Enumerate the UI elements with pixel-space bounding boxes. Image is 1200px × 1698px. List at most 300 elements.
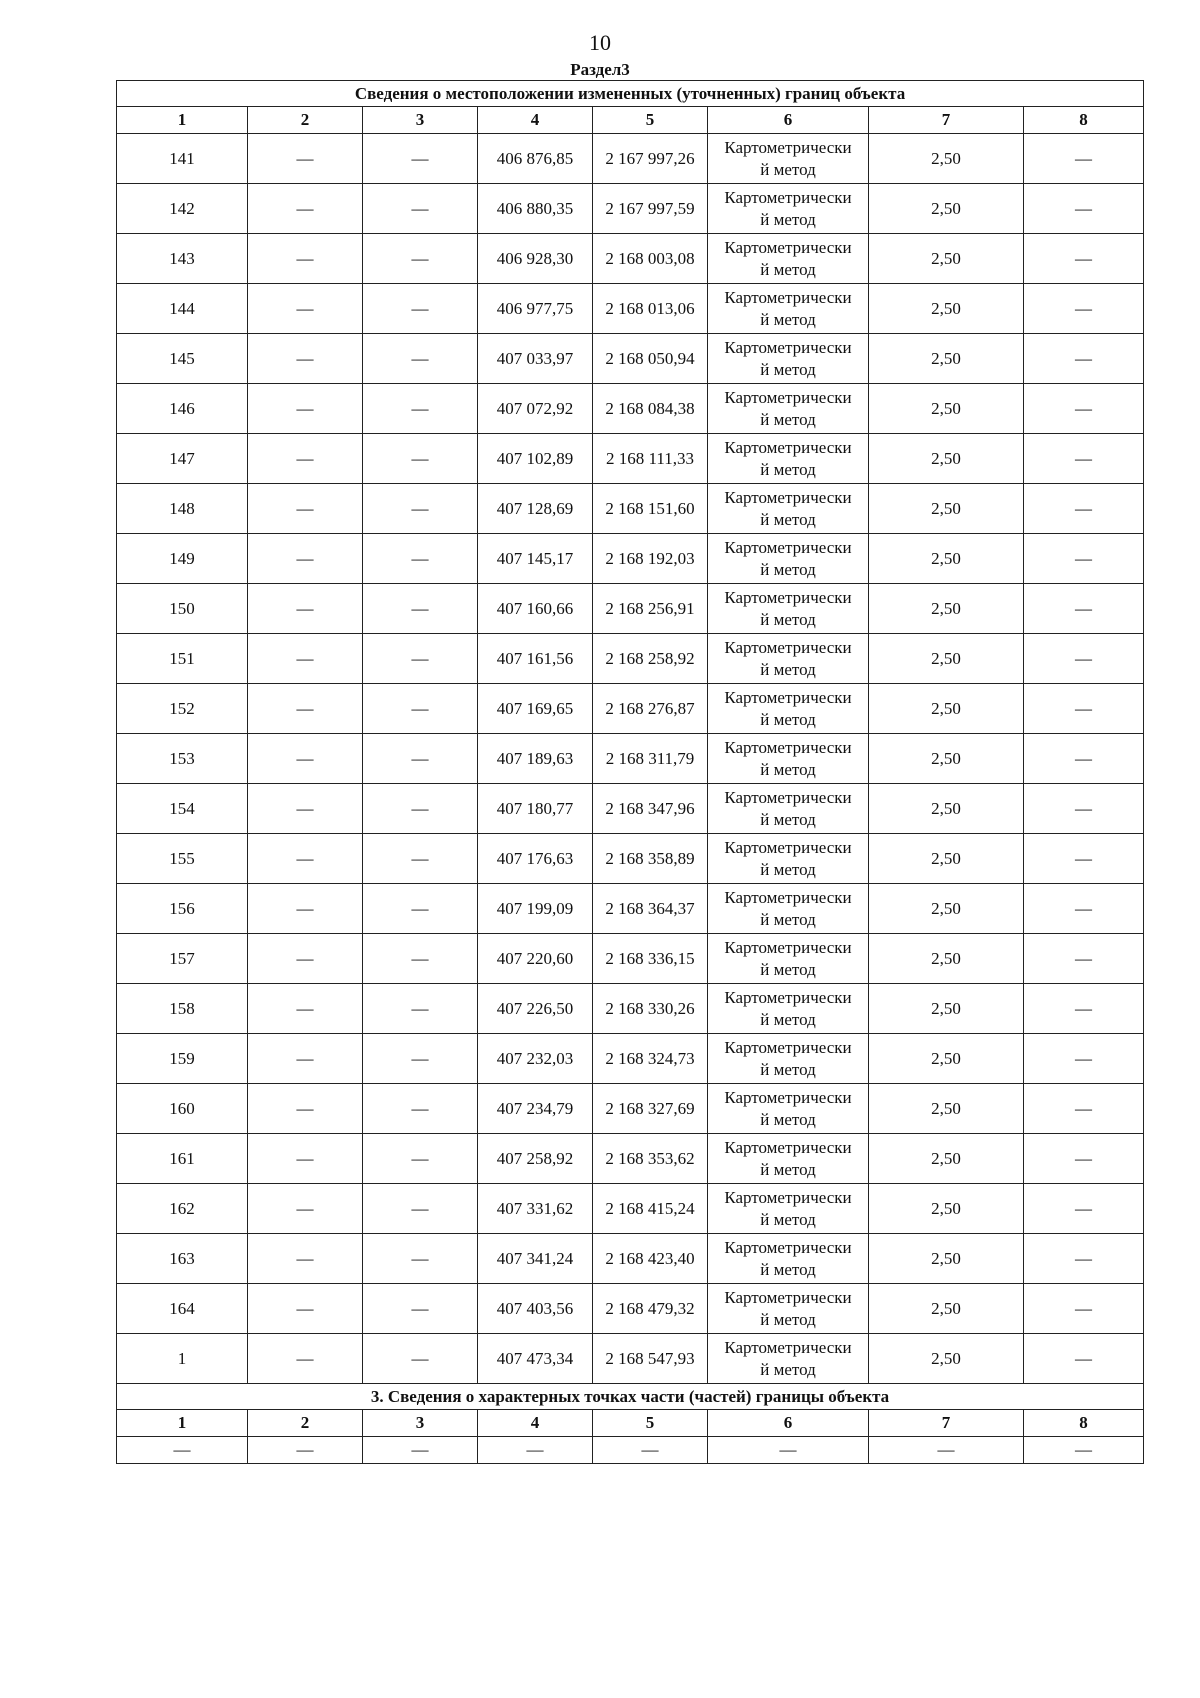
coordinate-y: 2 168 547,93 xyxy=(593,1334,708,1384)
method-line: й метод xyxy=(760,959,816,979)
table-row xyxy=(117,984,1144,1034)
method-line: й метод xyxy=(760,759,816,779)
column-header: 6 xyxy=(708,1410,869,1437)
method-line: й метод xyxy=(760,1209,816,1229)
coordinate-x: 407 199,09 xyxy=(478,884,593,934)
column-header: 4 xyxy=(478,1410,593,1437)
table-cell: — xyxy=(478,1437,593,1464)
table-cell: — xyxy=(1024,1437,1144,1464)
table-row xyxy=(117,934,1144,984)
cell-col2: — xyxy=(248,734,363,784)
table-row xyxy=(117,334,1144,384)
table-row xyxy=(117,734,1144,784)
cell-col2: — xyxy=(248,634,363,684)
coordinate-y: 2 168 111,33 xyxy=(593,434,708,484)
cell-col3: — xyxy=(363,484,478,534)
table-cell: — xyxy=(869,1437,1024,1464)
coordinate-x: 407 072,92 xyxy=(478,384,593,434)
coordinates-table xyxy=(116,80,1144,1464)
table-row xyxy=(117,884,1144,934)
cell-col3: — xyxy=(363,184,478,234)
method xyxy=(708,634,869,684)
coordinate-x: 407 145,17 xyxy=(478,534,593,584)
table-row xyxy=(117,1334,1144,1384)
subsection-caption: 3. Сведения о характерных точках части (частей) границы объекта xyxy=(117,1384,1144,1410)
cell-col8: — xyxy=(1024,434,1144,484)
coordinate-x: 407 403,56 xyxy=(478,1284,593,1334)
coordinate-x: 407 331,62 xyxy=(478,1184,593,1234)
method-line: Картометрически xyxy=(724,987,852,1007)
method-line: й метод xyxy=(760,309,816,329)
point-number: 148 xyxy=(117,484,248,534)
accuracy: 2,50 xyxy=(869,234,1024,284)
cell-col3: — xyxy=(363,934,478,984)
table-row xyxy=(117,1284,1144,1334)
coordinate-y: 2 168 364,37 xyxy=(593,884,708,934)
cell-col8: — xyxy=(1024,334,1144,384)
coordinate-y: 2 168 353,62 xyxy=(593,1134,708,1184)
cell-col2: — xyxy=(248,1334,363,1384)
accuracy: 2,50 xyxy=(869,434,1024,484)
accuracy: 2,50 xyxy=(869,1134,1024,1184)
point-number: 147 xyxy=(117,434,248,484)
cell-col3: — xyxy=(363,1034,478,1084)
table-row xyxy=(117,1034,1144,1084)
accuracy: 2,50 xyxy=(869,834,1024,884)
method-line: й метод xyxy=(760,209,816,229)
subsection-caption-row xyxy=(117,1384,1144,1410)
cell-col3: — xyxy=(363,1084,478,1134)
accuracy: 2,50 xyxy=(869,384,1024,434)
accuracy: 2,50 xyxy=(869,884,1024,934)
cell-col2: — xyxy=(248,934,363,984)
coordinate-x: 407 220,60 xyxy=(478,934,593,984)
point-number: 151 xyxy=(117,634,248,684)
subsection-header-row xyxy=(117,1410,1144,1437)
method xyxy=(708,684,869,734)
method-line: й метод xyxy=(760,859,816,879)
cell-col3: — xyxy=(363,884,478,934)
method xyxy=(708,734,869,784)
table-row xyxy=(117,1234,1144,1284)
column-header: 6 xyxy=(708,107,869,134)
accuracy: 2,50 xyxy=(869,634,1024,684)
point-number: 152 xyxy=(117,684,248,734)
coordinate-y: 2 168 330,26 xyxy=(593,984,708,1034)
cell-col3: — xyxy=(363,734,478,784)
cell-col2: — xyxy=(248,1234,363,1284)
cell-col2: — xyxy=(248,134,363,184)
method xyxy=(708,1284,869,1334)
cell-col8: — xyxy=(1024,634,1144,684)
coordinate-y: 2 168 050,94 xyxy=(593,334,708,384)
table-row xyxy=(117,434,1144,484)
coordinate-y: 2 168 084,38 xyxy=(593,384,708,434)
method-line: Картометрически xyxy=(724,737,852,757)
method-line: й метод xyxy=(760,609,816,629)
coordinate-x: 407 128,69 xyxy=(478,484,593,534)
cell-col3: — xyxy=(363,284,478,334)
point-number: 156 xyxy=(117,884,248,934)
point-number: 158 xyxy=(117,984,248,1034)
cell-col2: — xyxy=(248,1034,363,1084)
point-number: 146 xyxy=(117,384,248,434)
method-line: Картометрически xyxy=(724,1087,852,1107)
coordinate-y: 2 168 258,92 xyxy=(593,634,708,684)
cell-col8: — xyxy=(1024,784,1144,834)
method-line: Картометрически xyxy=(724,137,852,157)
coordinate-x: 407 102,89 xyxy=(478,434,593,484)
point-number: 153 xyxy=(117,734,248,784)
coordinate-x: 407 189,63 xyxy=(478,734,593,784)
method xyxy=(708,984,869,1034)
coordinate-y: 2 167 997,26 xyxy=(593,134,708,184)
method-line: й метод xyxy=(760,259,816,279)
cell-col2: — xyxy=(248,1084,363,1134)
method-line: Картометрически xyxy=(724,387,852,407)
point-number: 141 xyxy=(117,134,248,184)
table-caption: Сведения о местоположении измененных (уточненных) границ объекта xyxy=(117,81,1144,107)
cell-col8: — xyxy=(1024,1334,1144,1384)
cell-col3: — xyxy=(363,134,478,184)
coordinate-y: 2 168 479,32 xyxy=(593,1284,708,1334)
cell-col3: — xyxy=(363,784,478,834)
coordinate-x: 407 226,50 xyxy=(478,984,593,1034)
coordinate-x: 407 033,97 xyxy=(478,334,593,384)
method-line: Картометрически xyxy=(724,1237,852,1257)
method xyxy=(708,1234,869,1284)
cell-col2: — xyxy=(248,334,363,384)
method xyxy=(708,134,869,184)
cell-col3: — xyxy=(363,684,478,734)
method-line: Картометрически xyxy=(724,187,852,207)
accuracy: 2,50 xyxy=(869,184,1024,234)
coordinate-x: 407 473,34 xyxy=(478,1334,593,1384)
method-line: Картометрически xyxy=(724,237,852,257)
method xyxy=(708,434,869,484)
cell-col8: — xyxy=(1024,934,1144,984)
point-number: 149 xyxy=(117,534,248,584)
cell-col3: — xyxy=(363,234,478,284)
coordinate-y: 2 167 997,59 xyxy=(593,184,708,234)
coordinate-x: 406 928,30 xyxy=(478,234,593,284)
coordinate-y: 2 168 003,08 xyxy=(593,234,708,284)
point-number: 154 xyxy=(117,784,248,834)
accuracy: 2,50 xyxy=(869,1184,1024,1234)
method xyxy=(708,234,869,284)
cell-col2: — xyxy=(248,284,363,334)
cell-col3: — xyxy=(363,1234,478,1284)
method-line: Картометрически xyxy=(724,287,852,307)
method-line: Картометрически xyxy=(724,937,852,957)
method-line: й метод xyxy=(760,709,816,729)
column-header: 7 xyxy=(869,107,1024,134)
coordinate-x: 407 341,24 xyxy=(478,1234,593,1284)
coordinate-x: 407 161,56 xyxy=(478,634,593,684)
point-number: 157 xyxy=(117,934,248,984)
cell-col3: — xyxy=(363,634,478,684)
page-number: 10 xyxy=(589,30,611,55)
cell-col2: — xyxy=(248,484,363,534)
cell-col8: — xyxy=(1024,884,1144,934)
accuracy: 2,50 xyxy=(869,1084,1024,1134)
coordinate-y: 2 168 151,60 xyxy=(593,484,708,534)
method-line: й метод xyxy=(760,409,816,429)
table-cell: — xyxy=(363,1437,478,1464)
table-cell: — xyxy=(708,1437,869,1464)
cell-col3: — xyxy=(363,1184,478,1234)
column-header: 4 xyxy=(478,107,593,134)
method xyxy=(708,584,869,634)
point-number: 161 xyxy=(117,1134,248,1184)
table-row xyxy=(117,184,1144,234)
cell-col8: — xyxy=(1024,684,1144,734)
column-header-row xyxy=(117,107,1144,134)
method xyxy=(708,1184,869,1234)
coordinate-x: 407 180,77 xyxy=(478,784,593,834)
cell-col3: — xyxy=(363,834,478,884)
cell-col8: — xyxy=(1024,184,1144,234)
point-number: 162 xyxy=(117,1184,248,1234)
coordinate-x: 407 176,63 xyxy=(478,834,593,884)
method-line: Картометрически xyxy=(724,1037,852,1057)
accuracy: 2,50 xyxy=(869,684,1024,734)
accuracy: 2,50 xyxy=(869,934,1024,984)
method xyxy=(708,884,869,934)
method-line: й метод xyxy=(760,1259,816,1279)
table-row xyxy=(117,634,1144,684)
method-line: Картометрически xyxy=(724,887,852,907)
table-row xyxy=(117,384,1144,434)
table-row xyxy=(117,1184,1144,1234)
column-header: 1 xyxy=(117,107,248,134)
method xyxy=(708,184,869,234)
cell-col2: — xyxy=(248,984,363,1034)
method-line: Картометрически xyxy=(724,1287,852,1307)
column-header: 7 xyxy=(869,1410,1024,1437)
accuracy: 2,50 xyxy=(869,484,1024,534)
table-row xyxy=(117,784,1144,834)
coordinate-x: 407 160,66 xyxy=(478,584,593,634)
accuracy: 2,50 xyxy=(869,584,1024,634)
coordinate-y: 2 168 276,87 xyxy=(593,684,708,734)
coordinate-x: 406 880,35 xyxy=(478,184,593,234)
cell-col8: — xyxy=(1024,834,1144,884)
coordinate-y: 2 168 324,73 xyxy=(593,1034,708,1084)
accuracy: 2,50 xyxy=(869,1334,1024,1384)
cell-col2: — xyxy=(248,434,363,484)
coordinate-x: 406 876,85 xyxy=(478,134,593,184)
method-line: й метод xyxy=(760,1009,816,1029)
table-row xyxy=(117,1084,1144,1134)
point-number: 155 xyxy=(117,834,248,884)
method-line: Картометрически xyxy=(724,1337,852,1357)
coordinate-x: 407 232,03 xyxy=(478,1034,593,1084)
point-number: 150 xyxy=(117,584,248,634)
table-row xyxy=(117,284,1144,334)
column-header: 8 xyxy=(1024,107,1144,134)
section-title: Раздел3 xyxy=(570,60,630,79)
cell-col2: — xyxy=(248,184,363,234)
cell-col2: — xyxy=(248,234,363,284)
accuracy: 2,50 xyxy=(869,284,1024,334)
method xyxy=(708,1134,869,1184)
method-line: й метод xyxy=(760,1109,816,1129)
accuracy: 2,50 xyxy=(869,534,1024,584)
cell-col3: — xyxy=(363,384,478,434)
cell-col3: — xyxy=(363,334,478,384)
coordinate-y: 2 168 256,91 xyxy=(593,584,708,634)
method-line: й метод xyxy=(760,459,816,479)
coordinate-x: 407 169,65 xyxy=(478,684,593,734)
coordinate-y: 2 168 347,96 xyxy=(593,784,708,834)
method xyxy=(708,1334,869,1384)
column-header: 3 xyxy=(363,107,478,134)
cell-col8: — xyxy=(1024,584,1144,634)
method-line: й метод xyxy=(760,509,816,529)
table-cell: — xyxy=(248,1437,363,1464)
accuracy: 2,50 xyxy=(869,784,1024,834)
point-number: 144 xyxy=(117,284,248,334)
cell-col8: — xyxy=(1024,1084,1144,1134)
accuracy: 2,50 xyxy=(869,1234,1024,1284)
method-line: Картометрически xyxy=(724,487,852,507)
coordinate-y: 2 168 327,69 xyxy=(593,1084,708,1134)
coordinate-y: 2 168 423,40 xyxy=(593,1234,708,1284)
method-line: й метод xyxy=(760,659,816,679)
cell-col8: — xyxy=(1024,734,1144,784)
column-header: 1 xyxy=(117,1410,248,1437)
cell-col2: — xyxy=(248,534,363,584)
table-row xyxy=(117,234,1144,284)
point-number: 164 xyxy=(117,1284,248,1334)
cell-col2: — xyxy=(248,1284,363,1334)
cell-col8: — xyxy=(1024,484,1144,534)
method-line: Картометрически xyxy=(724,537,852,557)
method-line: й метод xyxy=(760,1359,816,1379)
cell-col3: — xyxy=(363,984,478,1034)
column-header: 8 xyxy=(1024,1410,1144,1437)
accuracy: 2,50 xyxy=(869,1284,1024,1334)
coordinate-x: 406 977,75 xyxy=(478,284,593,334)
cell-col2: — xyxy=(248,384,363,434)
cell-col2: — xyxy=(248,684,363,734)
column-header: 2 xyxy=(248,1410,363,1437)
accuracy: 2,50 xyxy=(869,984,1024,1034)
cell-col2: — xyxy=(248,834,363,884)
method-line: Картометрически xyxy=(724,1137,852,1157)
point-number: 143 xyxy=(117,234,248,284)
cell-col3: — xyxy=(363,1284,478,1334)
method-line: й метод xyxy=(760,359,816,379)
method-line: Картометрически xyxy=(724,337,852,357)
method-line: й метод xyxy=(760,1309,816,1329)
table-row xyxy=(117,684,1144,734)
table-row xyxy=(117,584,1144,634)
table-row xyxy=(117,1134,1144,1184)
method-line: Картометрически xyxy=(724,1187,852,1207)
point-number: 163 xyxy=(117,1234,248,1284)
method xyxy=(708,1084,869,1134)
cell-col2: — xyxy=(248,1134,363,1184)
subsection-empty-row xyxy=(117,1437,1144,1464)
method xyxy=(708,384,869,434)
method-line: й метод xyxy=(760,159,816,179)
table-row xyxy=(117,134,1144,184)
cell-col8: — xyxy=(1024,284,1144,334)
cell-col8: — xyxy=(1024,384,1144,434)
coordinate-y: 2 168 358,89 xyxy=(593,834,708,884)
method-line: й метод xyxy=(760,559,816,579)
method-line: й метод xyxy=(760,809,816,829)
table-cell: — xyxy=(593,1437,708,1464)
method-line: й метод xyxy=(760,1059,816,1079)
cell-col3: — xyxy=(363,1134,478,1184)
method-line: Картометрически xyxy=(724,787,852,807)
cell-col8: — xyxy=(1024,1284,1144,1334)
method-line: й метод xyxy=(760,909,816,929)
cell-col2: — xyxy=(248,784,363,834)
coordinate-y: 2 168 311,79 xyxy=(593,734,708,784)
cell-col2: — xyxy=(248,1184,363,1234)
accuracy: 2,50 xyxy=(869,134,1024,184)
coordinate-y: 2 168 013,06 xyxy=(593,284,708,334)
coordinate-x: 407 234,79 xyxy=(478,1084,593,1134)
point-number: 142 xyxy=(117,184,248,234)
cell-col8: — xyxy=(1024,1134,1144,1184)
accuracy: 2,50 xyxy=(869,1034,1024,1084)
cell-col8: — xyxy=(1024,134,1144,184)
table-cell: — xyxy=(117,1437,248,1464)
method xyxy=(708,934,869,984)
table-row xyxy=(117,834,1144,884)
column-header: 3 xyxy=(363,1410,478,1437)
cell-col8: — xyxy=(1024,534,1144,584)
cell-col2: — xyxy=(248,584,363,634)
cell-col8: — xyxy=(1024,984,1144,1034)
method-line: Картометрически xyxy=(724,637,852,657)
method-line: Картометрически xyxy=(724,837,852,857)
cell-col3: — xyxy=(363,1334,478,1384)
accuracy: 2,50 xyxy=(869,734,1024,784)
cell-col8: — xyxy=(1024,1034,1144,1084)
cell-col8: — xyxy=(1024,234,1144,284)
point-number: 159 xyxy=(117,1034,248,1084)
cell-col8: — xyxy=(1024,1184,1144,1234)
method-line: Картометрически xyxy=(724,437,852,457)
method xyxy=(708,784,869,834)
cell-col3: — xyxy=(363,434,478,484)
column-header: 5 xyxy=(593,107,708,134)
method xyxy=(708,484,869,534)
method-line: Картометрически xyxy=(724,687,852,707)
column-header: 5 xyxy=(593,1410,708,1437)
method xyxy=(708,334,869,384)
point-number: 160 xyxy=(117,1084,248,1134)
cell-col2: — xyxy=(248,884,363,934)
coordinate-y: 2 168 415,24 xyxy=(593,1184,708,1234)
point-number: 1 xyxy=(117,1334,248,1384)
method xyxy=(708,1034,869,1084)
cell-col3: — xyxy=(363,584,478,634)
point-number: 145 xyxy=(117,334,248,384)
column-header: 2 xyxy=(248,107,363,134)
method xyxy=(708,534,869,584)
method xyxy=(708,834,869,884)
cell-col8: — xyxy=(1024,1234,1144,1284)
cell-col3: — xyxy=(363,534,478,584)
method xyxy=(708,284,869,334)
